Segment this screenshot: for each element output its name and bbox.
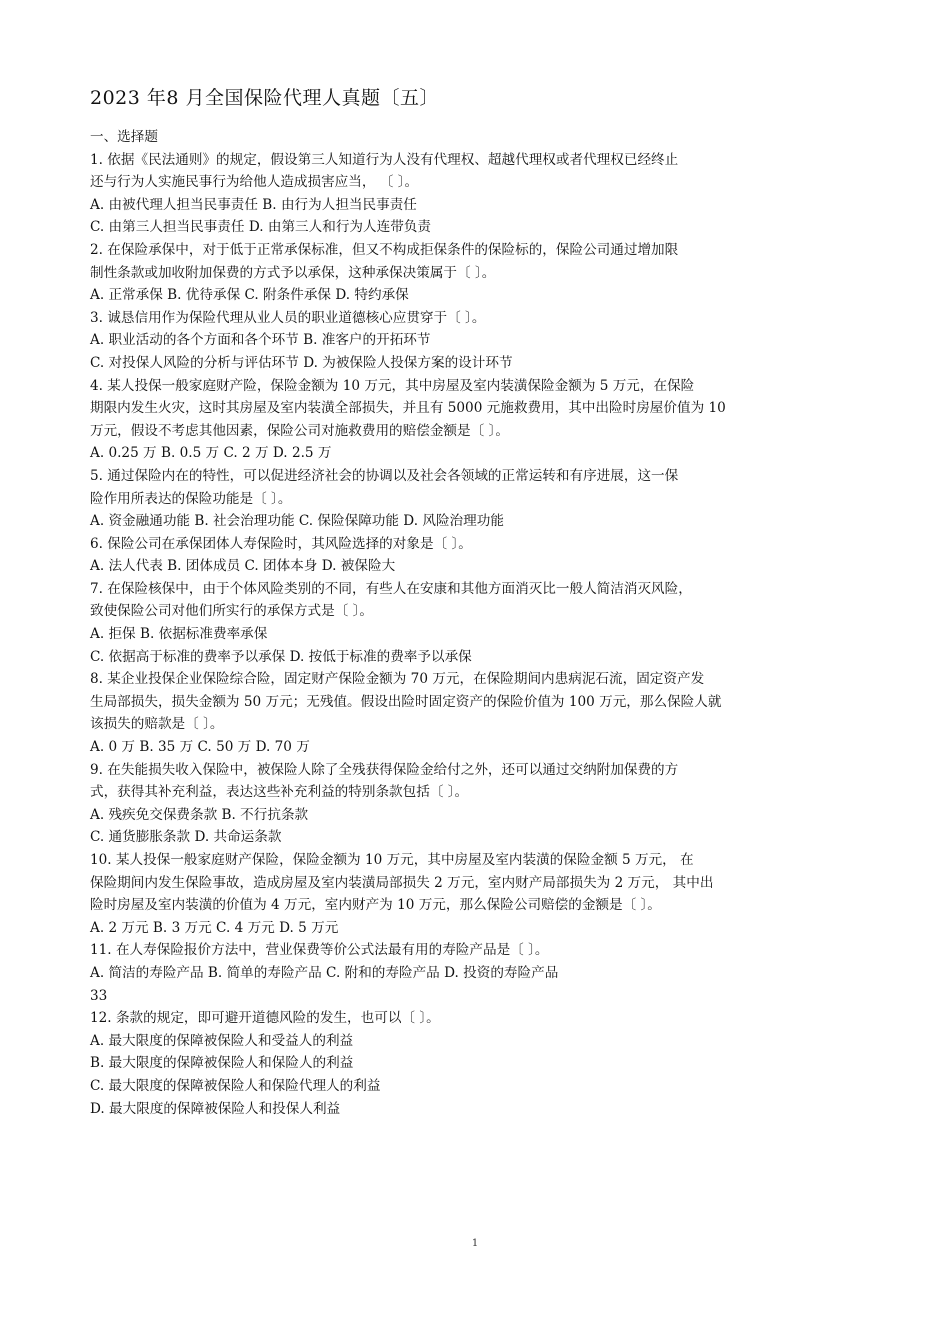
question-8-text-cont: 生局部损失，损失金额为 50 万元；无残值。假设出险时固定资产的保险价值为 100 万元，那么保险人就 (90, 693, 722, 710)
question-6-text: 6. 保险公司在承保团体人寿保险时，其风险选择的对象是〔 〕。 (90, 535, 472, 552)
question-9-text: 9. 在失能损失收入保险中，被保险人除了全残获得保险金给付之外，还可以通过交纳附加保费的方 (90, 761, 679, 778)
question-4-options: A. 0.25 万 B. 0.5 万 C. 2 万 D. 2.5 万 (90, 445, 332, 462)
document-title: 2023 年8 月全国保险代理人真题〔五〕 (90, 87, 440, 109)
question-12-option-b: B. 最大限度的保障被保险人和保险人的利益 (90, 1055, 354, 1072)
question-7-options-ab: A. 拒保 B. 依据标准费率承保 (90, 626, 268, 643)
page-number: 1 (471, 1238, 479, 1249)
question-11-text: 11. 在人寿保险报价方法中，营业保费等价公式法最有用的寿险产品是〔 〕。 (90, 942, 549, 959)
question-1-options-ab: A. 由被代理人担当民事责任 B. 由行为人担当民事责任 (90, 196, 417, 213)
section-heading: 一、选择题 (90, 129, 158, 145)
question-7-text-cont: 致使保险公司对他们所实行的承保方式是〔 〕。 (90, 603, 373, 620)
question-9-text-cont: 式，获得其补充利益，表达这些补充利益的特别条款包括〔 〕。 (90, 784, 469, 801)
question-7-text: 7. 在保险核保中，由于个体风险类别的不同，有些人在安康和其他方面消灭比一般人简洁消灭风险， (90, 580, 692, 597)
stray-number: 33 (90, 987, 108, 1004)
question-4-text-cont: 万元，假设不考虑其他因素，保险公司对施救费用的赔偿金额是〔 〕。 (90, 422, 509, 439)
question-8-text: 8. 某企业投保企业保险综合险，固定财产保险金额为 70 万元，在保险期间内患病泥石流，固定资产发 (90, 671, 705, 688)
question-7-options-cd: C. 依据高于标准的费率予以承保 D. 按低于标准的费率予以承保 (90, 648, 472, 665)
question-10-options: A. 2 万元 B. 3 万元 C. 4 万元 D. 5 万元 (90, 919, 339, 936)
question-2-options: A. 正常承保 B. 优待承保 C. 附条件承保 D. 特约承保 (90, 287, 409, 304)
question-9-options-ab: A. 残疾免交保费条款 B. 不行抗条款 (90, 806, 309, 823)
question-6-options: A. 法人代表 B. 团体成员 C. 团体本身 D. 被保险大 (90, 558, 396, 575)
question-3-options-ab: A. 职业活动的各个方面和各个环节 B. 准客户的开拓环节 (90, 332, 431, 349)
question-12-option-a: A. 最大限度的保障被保险人和受益人的利益 (90, 1032, 354, 1049)
question-5-text: 5. 通过保险内在的特性，可以促进经济社会的协调以及社会各领域的正常运转和有序进展，这一保 (90, 467, 679, 484)
question-9-options-cd: C. 通货膨胀条款 D. 共命运条款 (90, 829, 282, 846)
question-12-text: 12. 条款的规定，即可避开道德风险的发生，也可以〔 〕。 (90, 1010, 440, 1027)
question-5-options: A. 资金融通功能 B. 社会治理功能 C. 保险保障功能 D. 风险治理功能 (90, 513, 504, 530)
question-2-text: 2. 在保险承保中，对于低于正常承保标准，但又不构成拒保条件的保险标的，保险公司通过增加限 (90, 241, 679, 258)
question-8-options: A. 0 万 B. 35 万 C. 50 万 D. 70 万 (90, 739, 310, 756)
question-1-options-cd: C. 由第三人担当民事责任 D. 由第三人和行为人连带负责 (90, 219, 431, 236)
question-1-text-cont: 还与行为人实施民事行为给他人造成损害应当， 〔 〕。 (90, 174, 419, 191)
question-2-text-cont: 制性条款或加收附加保费的方式予以承保，这种承保决策属于〔 〕。 (90, 264, 496, 281)
document-body (90, 126, 860, 1120)
question-12-option-c: C. 最大限度的保障被保险人和保险代理人的利益 (90, 1077, 381, 1094)
question-1-text: 1. 依据《民法通则》的规定，假设第三人知道行为人没有代理权、超越代理权或者代理权已经终止 (90, 151, 679, 168)
question-10-text-cont: 险时房屋及室内装潢的价值为 4 万元，室内财产为 10 万元，那么保险公司赔偿的金额是〔 〕。 (90, 897, 661, 914)
question-10-text: 10. 某人投保一般家庭财产保险，保险金额为 10 万元，其中房屋及室内装潢的保险金额 5 万元， 在 (90, 852, 694, 868)
question-11-options: A. 简洁的寿险产品 B. 简单的寿险产品 C. 附和的寿险产品 D. 投资的寿险产品 (90, 964, 559, 981)
question-3-options-cd: C. 对投保人风险的分析与评估环节 D. 为被保险人投保方案的设计环节 (90, 354, 513, 371)
question-12-option-d: D. 最大限度的保障被保险人和投保人利益 (90, 1100, 341, 1117)
question-3-text: 3. 诚恳信用作为保险代理从业人员的职业道德核心应贯穿于〔 〕。 (90, 309, 486, 326)
question-10-text-cont: 保险期间内发生保险事故，造成房屋及室内装潢局部损失 2 万元，室内财产局部损失为 2 万元， 其中出 (90, 874, 714, 891)
question-8-text-cont: 该损失的赔款是〔 〕。 (90, 716, 224, 733)
question-5-text-cont: 险作用所表达的保险功能是〔 〕。 (90, 490, 292, 507)
question-4-text: 4. 某人投保一般家庭财产险，保险金额为 10 万元，其中房屋及室内装潢保险金额为 5 万元，在保险 (90, 377, 695, 394)
question-4-text-cont: 期限内发生火灾，这时其房屋及室内装潢全部损失，并且有 5000 元施救费用，其中出险时房屋价值为 10 (90, 400, 726, 417)
